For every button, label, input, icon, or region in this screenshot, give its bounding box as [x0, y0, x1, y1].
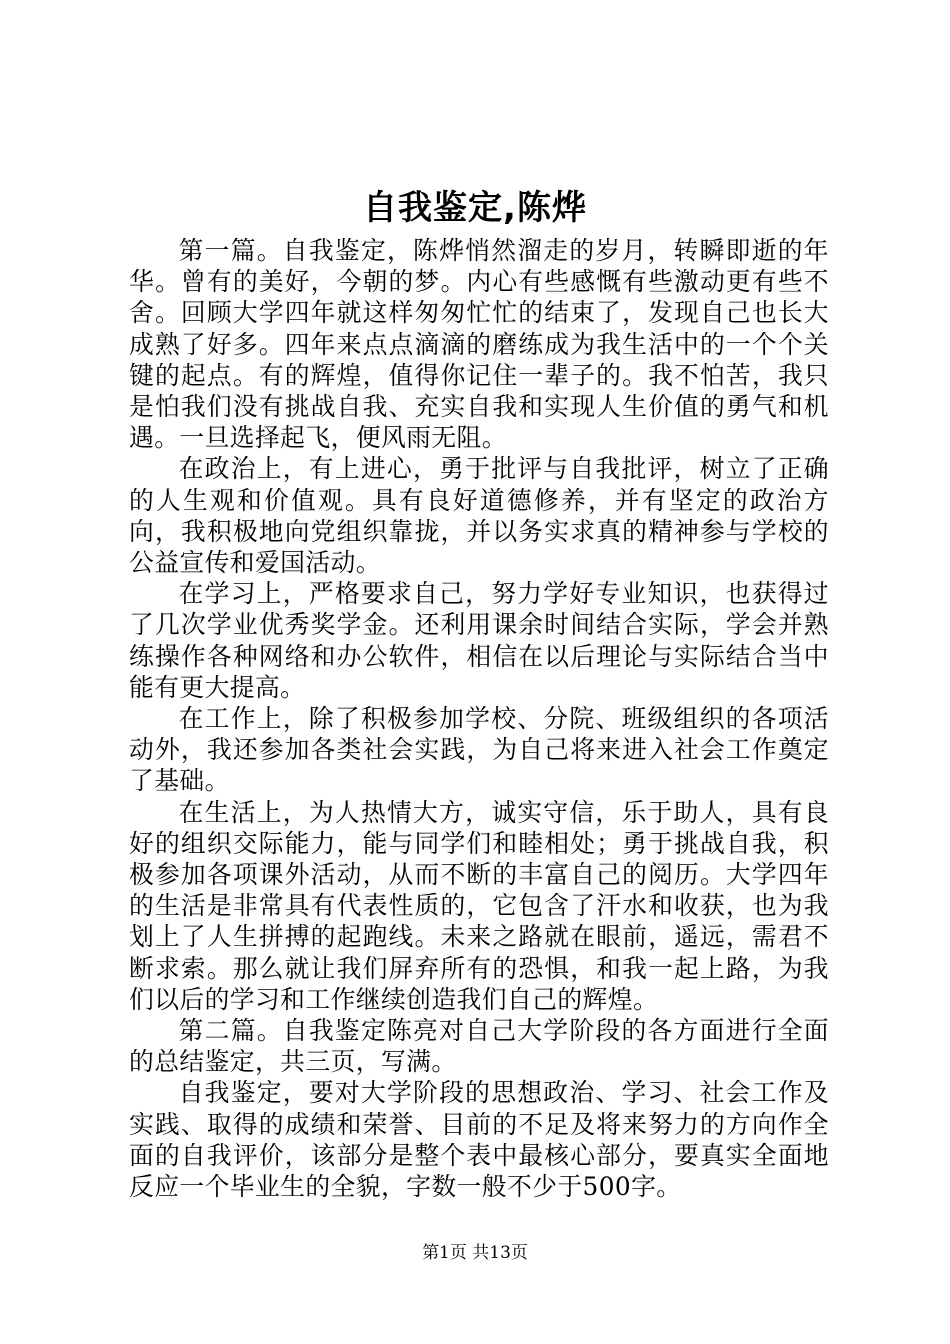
- paragraph-6: 第二篇。自我鉴定陈亮对自己大学阶段的各方面进行全面的总结鉴定，共三页，写满。: [129, 1016, 829, 1077]
- paragraph-4: 在工作上，除了积极参加学校、分院、班级组织的各项活动外，我还参加各类社会实践，为自己将来进入社会工作奠定了基础。: [129, 704, 829, 796]
- document-title: 自我鉴定,陈烨: [363, 188, 587, 228]
- paragraph-2: 在政治上，有上进心，勇于批评与自我批评，树立了正确的人生观和价值观。具有良好道德修养，并有坚定的政治方向，我积极地向党组织靠拢，并以务实求真的精神参与学校的公益宣传和爱国活动。: [129, 454, 829, 578]
- paragraph-7: 自我鉴定，要对大学阶段的思想政治、学习、社会工作及实践、取得的成绩和荣誉、目前的不足及将来努力的方向作全面的自我评价，该部分是整个表中最核心部分，要真实全面地反应一个毕业生的全貌，字数一般不少于500字。: [129, 1078, 829, 1202]
- paragraph-3: 在学习上，严格要求自己，努力学好专业知识，也获得过了几次学业优秀奖学金。还利用课余时间结合实际，学会并熟练操作各种网络和办公软件，相信在以后理论与实际结合当中能有更大提高。: [129, 579, 829, 702]
- paragraph-1: 第一篇。自我鉴定，陈烨悄然溜走的岁月，转瞬即逝的年华。曾有的美好，今朝的梦。内心有些感慨有些激动更有些不舍。回顾大学四年就这样匆匆忙忙的结束了，发现自己也长大成熟了好多。四年来点点滴滴的磨练成为我生活中的一个个关键的起点。有的辉煌，值得你记住一辈子的。我不怕苦，我只是怕我们没有挑战自我、充实自我和实现人生价值的勇气和机遇。一旦选择起飞，便风雨无阻。: [129, 236, 829, 453]
- document-body: [129, 235, 829, 1202]
- paragraph-5: 在生活上，为人热情大方，诚实守信，乐于助人，具有良好的组织交际能力，能与同学们和睦相处；勇于挑战自我，积极参加各项课外活动，从而不断的丰富自己的阅历。大学四年的生活是非常具有代表性质的，它包含了汗水和收获，也为我划上了人生拼搏的起跑线。未来之路就在眼前，遥远，需君不断求索。那么就让我们屏弃所有的恐惧，和我一起上路，为我们以后的学习和工作继续创造我们自己的辉煌。: [129, 797, 829, 1014]
- page-footer: 第1页 共13页: [422, 1243, 528, 1263]
